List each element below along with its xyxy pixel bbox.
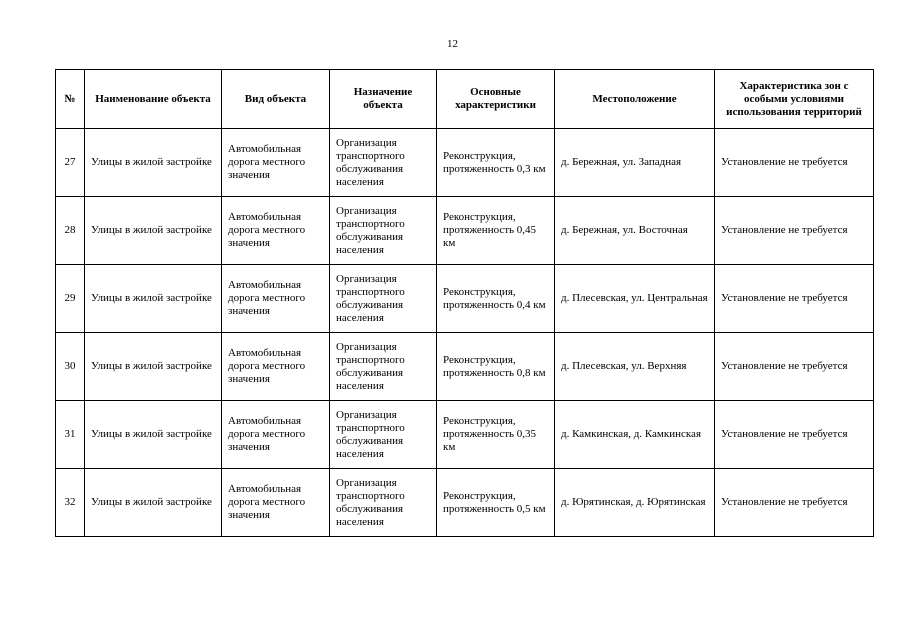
characteristics-cell: Реконструкция, протяженность 0,5 км — [437, 469, 555, 537]
object-type-cell: Автомобильная дорога местного значения — [222, 333, 330, 401]
object-purpose-cell: Организация транспортного обслуживания населения — [330, 333, 437, 401]
location-cell: д. Бережная, ул. Западная — [555, 129, 715, 197]
object-type-cell: Автомобильная дорога местного значения — [222, 197, 330, 265]
zones-cell: Установление не требуется — [715, 265, 874, 333]
object-type-cell: Автомобильная дорога местного значения — [222, 469, 330, 537]
zones-cell: Установление не требуется — [715, 197, 874, 265]
zones-cell: Установление не требуется — [715, 401, 874, 469]
header-object-name: Наименование объекта — [85, 70, 222, 129]
object-purpose-cell: Организация транспортного обслуживания населения — [330, 265, 437, 333]
characteristics-cell: Реконструкция, протяженность 0,3 км — [437, 129, 555, 197]
object-name-cell: Улицы в жилой застройке — [85, 197, 222, 265]
zones-cell: Установление не требуется — [715, 333, 874, 401]
row-number: 30 — [56, 333, 85, 401]
row-number: 31 — [56, 401, 85, 469]
object-name-cell: Улицы в жилой застройке — [85, 333, 222, 401]
characteristics-cell: Реконструкция, протяженность 0,8 км — [437, 333, 555, 401]
header-main-characteristics: Основные характеристики — [437, 70, 555, 129]
header-special-zones: Характеристика зон с особыми условиями использования территорий — [715, 70, 874, 129]
object-purpose-cell: Организация транспортного обслуживания населения — [330, 197, 437, 265]
objects-table — [55, 69, 874, 537]
zones-cell: Установление не требуется — [715, 469, 874, 537]
row-number: 27 — [56, 129, 85, 197]
location-cell: д. Камкинская, д. Камкинская — [555, 401, 715, 469]
table-row — [56, 401, 874, 469]
characteristics-cell: Реконструкция, протяженность 0,35 км — [437, 401, 555, 469]
row-number: 28 — [56, 197, 85, 265]
header-number: № — [56, 70, 85, 129]
row-number: 29 — [56, 265, 85, 333]
table-row — [56, 333, 874, 401]
object-type-cell: Автомобильная дорога местного значения — [222, 129, 330, 197]
location-cell: д. Плесевская, ул. Верхняя — [555, 333, 715, 401]
table-row — [56, 129, 874, 197]
location-cell: д. Плесевская, ул. Центральная — [555, 265, 715, 333]
object-purpose-cell: Организация транспортного обслуживания населения — [330, 469, 437, 537]
table-row — [56, 197, 874, 265]
object-name-cell: Улицы в жилой застройке — [85, 265, 222, 333]
header-object-type: Вид объекта — [222, 70, 330, 129]
object-type-cell: Автомобильная дорога местного значения — [222, 401, 330, 469]
table-row — [56, 469, 874, 537]
object-name-cell: Улицы в жилой застройке — [85, 401, 222, 469]
header-object-purpose: Назначение объекта — [330, 70, 437, 129]
characteristics-cell: Реконструкция, протяженность 0,4 км — [437, 265, 555, 333]
object-purpose-cell: Организация транспортного обслуживания населения — [330, 129, 437, 197]
table-row — [56, 265, 874, 333]
object-purpose-cell: Организация транспортного обслуживания населения — [330, 401, 437, 469]
object-type-cell: Автомобильная дорога местного значения — [222, 265, 330, 333]
object-name-cell: Улицы в жилой застройке — [85, 129, 222, 197]
object-name-cell: Улицы в жилой застройке — [85, 469, 222, 537]
header-location: Местоположение — [555, 70, 715, 129]
characteristics-cell: Реконструкция, протяженность 0,45 км — [437, 197, 555, 265]
location-cell: д. Юрятинская, д. Юрятинская — [555, 469, 715, 537]
zones-cell: Установление не требуется — [715, 129, 874, 197]
table-header-row — [56, 70, 874, 129]
page-number: 12 — [447, 38, 458, 50]
row-number: 32 — [56, 469, 85, 537]
location-cell: д. Бережная, ул. Восточная — [555, 197, 715, 265]
